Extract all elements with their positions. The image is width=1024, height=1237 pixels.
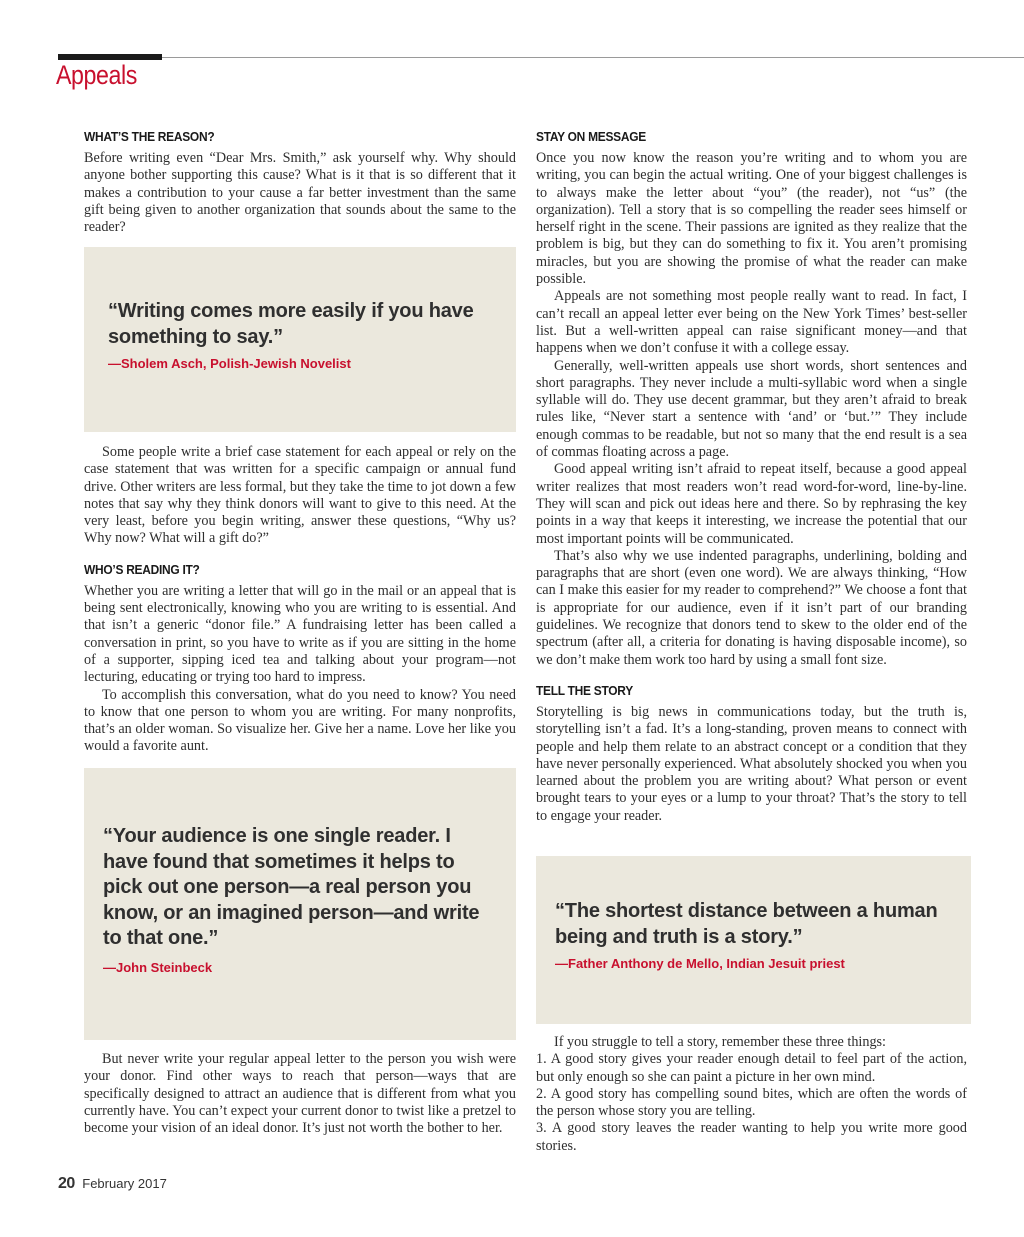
paragraph: If you struggle to tell a story, remember these three things: [554,1034,886,1050]
list-item: 2. A good story has compelling sound bites, which are often the words of the person whose story you are telling. [536,1085,967,1120]
left-column-middle [84,444,516,756]
pull-quote-attribution: —Father Anthony de Mello, Indian Jesuit priest [555,956,845,971]
paragraph: Before writing even “Dear Mrs. Smith,” ask yourself why. Why should anyone bother supporting this cause? What is it that is so different that it makes a contribution to your cause a far better investment than the same gift being given to another organization that sounds about the same to the reader? [84,150,516,236]
paragraph: Generally, well-written appeals use short words, short sentences and short paragraphs. They never include a multi-syllabic word when a single syllable will do. They use decent grammar, but they aren’t afraid to break rules like, “Never start a sentence with ‘and’ or ‘but.’” They include enough commas to be readable, but not so many that the end result is a sea of commas floating across a page. [536,357,967,461]
right-column-bottom [536,1034,967,1155]
left-column-top [84,130,516,236]
paragraph: Appeals are not something most people really want to read. In fact, I can’t recall an appeal letter ever being on the New York Times’ best-seller list. But a well-written appeal can raise significant money—and that happens when we don’t confuse it with a college essay. [536,288,967,357]
paragraph: But never write your regular appeal letter to the person you wish were your donor. Find other ways to reach that person—ways that are specifically designed to attract an audience that is different from what you currently have. You can’t expect your current donor to twist like a pretzel to become your vision of an ideal donor. It’s just not worth the bother to her. [84,1051,516,1137]
heading-whos-reading-it: WHO’S READING IT? [84,561,200,577]
pull-quote-text: “The shortest distance between a human being and truth is a story.” [555,900,938,948]
left-column-bottom [84,1051,516,1137]
paragraph: Once you now know the reason you’re writing and to whom you are writing, you can begin the actual writing. One of your biggest challenges is to always make the letter about “you” (the reader), not “us” (the organization). Tell a story that is so compelling the reader sees himself or herself right in the scene. Their passions are ignited as they realize that the problem is big, but they can do something to fix it. You aren’t promising miracles, but you are showing the promise of what the reader can make possible. [536,150,967,288]
pull-quote-steinbeck [84,768,516,1040]
paragraph: Storytelling is big news in communications today, but the truth is, storytelling isn’t a fad. It’s a long-standing, proven means to connect with people and help them relate to an abstract concept or a condition that they have never personally experienced. What absolutely shocked you when you learned about the problem you are writing about? What person or event brought tears to your eyes or a lump to your throat? That’s the story to tell to engage your reader. [536,703,967,824]
heading-tell-the-story: TELL THE STORY [536,682,633,698]
paragraph: Whether you are writing a letter that will go in the mail or an appeal that is being sent electronically, knowing who you are writing to is essential. And that isn’t a generic “donor file.” A fundraising letter has been called a conversation in print, so you have to write as if you are sitting in the home of a supporter, sipping iced tea and talking about your program—not lecturing, educating or trying too hard to impress. [84,582,516,686]
paragraph: Good appeal writing isn’t afraid to repeat itself, because a good appeal writer realizes that most readers won’t read word-for-word, line-by-line. They will scan and pick out ideas here and there. So by rephrasing the key points in a way that keeps it interesting, we increase the potential that our most important points will be communicated. [536,461,967,547]
pull-quote-asch [84,247,516,432]
pull-quote-attribution: —John Steinbeck [103,959,213,975]
page-footer [58,1175,167,1193]
pull-quote-de-mello [536,856,971,1024]
list-item: 3. A good story leaves the reader wanting to help you write more good stories. [536,1120,967,1154]
heading-whats-the-reason: WHAT’S THE REASON? [84,129,215,144]
paragraph: That’s also why we use indented paragraphs, underlining, bolding and paragraphs that are short (even one word). We are always thinking, “How can I make this easier for my reader to comprehend?” We choose a font that is appropriate for our audience, even if it isn’t part of our branding guidelines. We recognize that donors tend to skew to the older end of the spectrum (after all, a criteria for donating is having disposable income), so we don’t make them work too hard by using a small font size. [536,547,967,668]
paragraph: Some people write a brief case statement for each appeal or rely on the case statement that was written for a specific campaign or annual fund drive. Other writers are less formal, but they take the time to jot down a few notes that say why they think donors will want to give to this need. At the very least, before you begin writing, answer these questions, “Why us? Why now? What will a gift do?” [84,444,516,547]
header-rule [58,57,1024,58]
pull-quote-text: “Writing comes more easily if you have something to say.” [108,300,474,348]
pull-quote-text: “Your audience is one single reader. I have found that sometimes it helps to pick out one person—a real person you know, or an imagined person—and write to that one.” [103,825,480,949]
section-title: Appeals [56,60,137,90]
list-item: 1. A good story gives your reader enough detail to feel part of the action, but only enough so she can paint a picture in her own mind. [536,1051,967,1085]
right-column-top [536,130,967,825]
issue-date: February 2017 [82,1176,167,1191]
paragraph: To accomplish this conversation, what do you need to know? You need to know that one person to whom you are writing. For many nonprofits, that’s an older woman. So visualize her. Give her a name. Love her like you would a favorite aunt. [84,686,516,755]
pull-quote-attribution: —Sholem Asch, Polish-Jewish Novelist [108,356,351,371]
page-number: 20 [58,1175,75,1192]
heading-stay-on-message: STAY ON MESSAGE [536,129,646,144]
